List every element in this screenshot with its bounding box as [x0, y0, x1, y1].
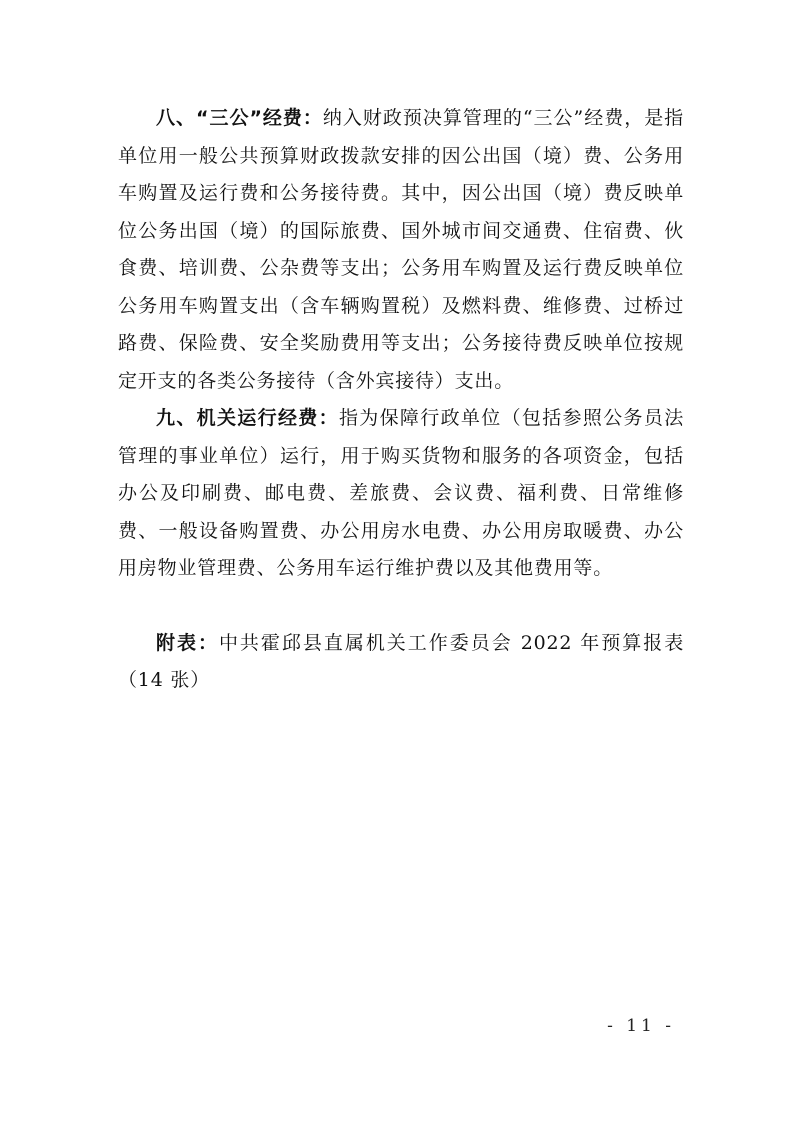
spacer — [118, 588, 684, 625]
paragraph-operating-expenses — [118, 400, 684, 588]
page-number: - 11 - — [607, 1016, 675, 1036]
paragraph-body: 指为保障行政单位（包括参照公务员法管理的事业单位）运行，用于购买货物和服务的各项资金，包括办公及印刷费、邮电费、差旅费、会议费、福利费、日常维修费、一般设备购置费、办公用房水电费、办公用房取暖费、办公用房物业管理费、公务用车运行维护费以及其他费用等。 — [118, 407, 684, 579]
section-heading-nine: 九、机关运行经费： — [156, 407, 339, 429]
section-heading-eight: 八、“三公”经费： — [156, 107, 323, 129]
paragraph-body: 纳入财政预决算管理的“三公”经费，是指单位用一般公共预算财政拨款安排的因公出国（境）费、公务用车购置及运行费和公务接待费。其中，因公出国（境）费反映单位公务出国（境）的国际旅费、国外城市间交通费、住宿费、伙食费、培训费、公杂费等支出；公务用车购置及运行费反映单位公务用车购置支出（含车辆购置税）及燃料费、维修费、过桥过路费、保险费、安全奖励费用等支出；公务接待费反映单位按规定开支的各类公务接待（含外宾接待）支出。 — [118, 107, 684, 392]
appendix-label: 附表： — [156, 631, 219, 654]
paragraph-three-public-expenses — [118, 100, 684, 400]
page-content — [118, 100, 684, 700]
appendix-note — [118, 625, 684, 700]
appendix-text: 中共霍邱县直属机关工作委员会 2022 年预算报表（14 张） — [118, 631, 685, 691]
